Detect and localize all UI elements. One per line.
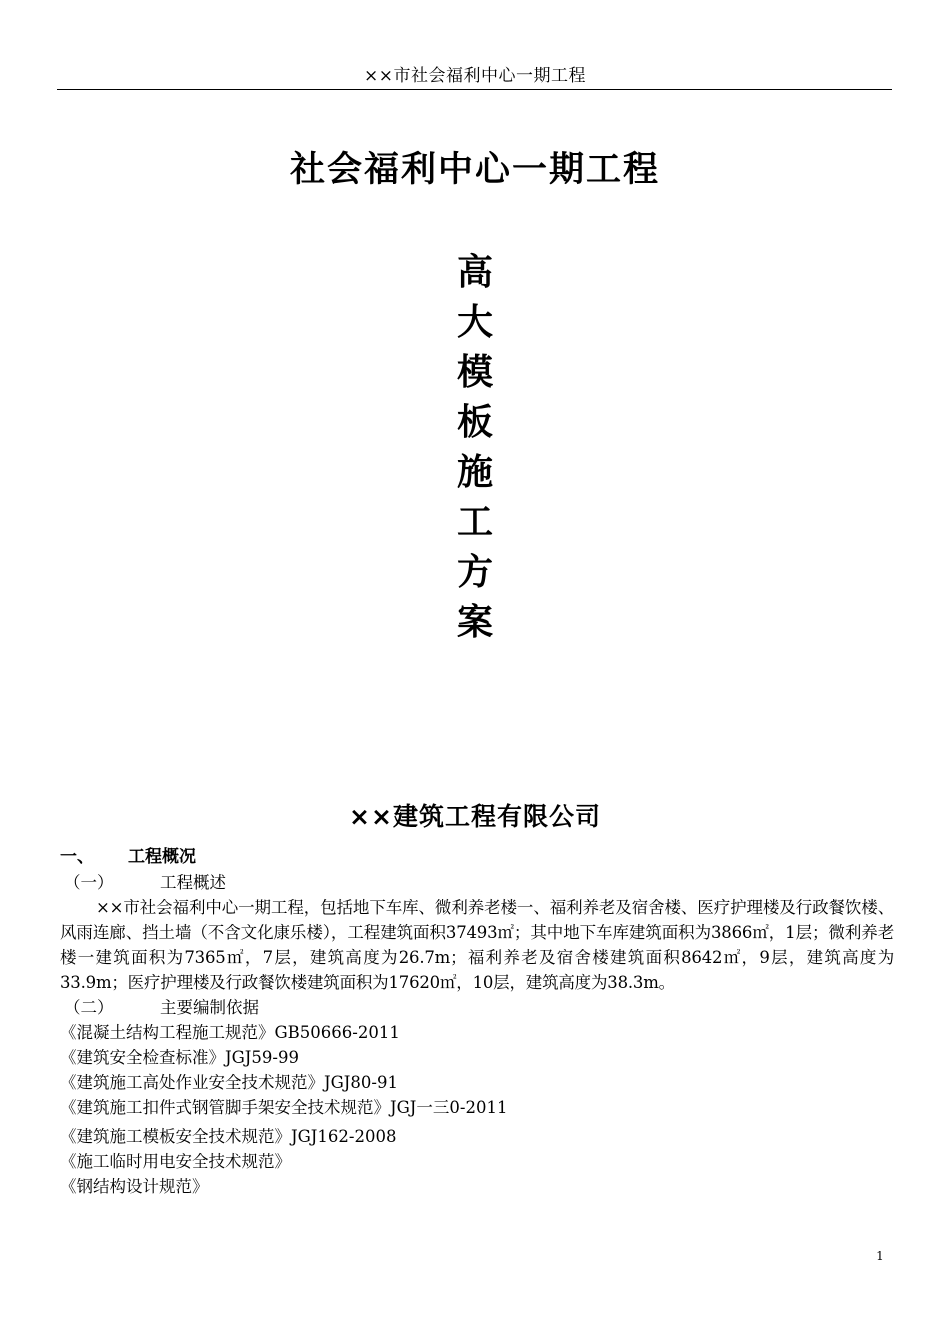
overview-paragraph: ××市社会福利中心一期工程，包括地下车库、微利养老楼一、福利养老及宿舍楼、医疗护理楼及行政餐饮楼、风雨连廊、挡土墙（不含文化康乐楼），工程建筑面积37493㎡；其中地下车库建筑面积为3866㎡，1层；微利养老楼一建筑面积为7365㎡，7层，建筑高度为26.7m；福利养老及宿舍楼建筑面积8642㎡，9层，建筑高度为33.9m；医疗护理楼及行政餐饮楼建筑面积为17620㎡，10层，建筑高度为38.3m。 [60, 898, 894, 992]
subsection-title: 主要编制依据 [160, 998, 259, 1017]
reference-list [60, 1020, 894, 1199]
vertical-title-char: 模 [456, 352, 493, 393]
subsection-number: （一） [64, 873, 114, 892]
company-name: ××建筑工程有限公司 [349, 802, 601, 831]
reference-item: 《建筑施工高处作业安全技术规范》JGJ80-91 [60, 1073, 398, 1092]
reference-item: 《混凝土结构工程施工规范》GB50666-2011 [60, 1023, 400, 1042]
reference-item: 《钢结构设计规范》 [60, 1177, 209, 1196]
reference-item: 《建筑施工扣件式钢管脚手架安全技术规范》JGJ一三0-2011 [60, 1098, 508, 1117]
subsection-number: （二） [64, 998, 114, 1017]
reference-item: 《施工临时用电安全技术规范》 [60, 1152, 291, 1171]
reference-item: 《建筑施工模板安全技术规范》JGJ162-2008 [60, 1127, 397, 1146]
vertical-title-char: 方 [456, 552, 493, 593]
section-heading [60, 844, 894, 870]
main-title: 社会福利中心一期工程 [289, 150, 660, 190]
subsection-title: 工程概述 [160, 873, 226, 892]
page-number: 1 [876, 1249, 884, 1263]
vertical-title-char: 板 [456, 402, 493, 443]
section-number: 一、 [60, 847, 94, 867]
running-header: ××市社会福利中心一期工程 [364, 66, 586, 86]
vertical-title-char: 大 [456, 302, 493, 343]
document-body [60, 844, 894, 1199]
vertical-title-char: 施 [456, 452, 493, 493]
subsection-heading [60, 870, 894, 895]
reference-item: 《建筑安全检查标准》JGJ59-99 [60, 1048, 299, 1067]
vertical-title-char: 工 [456, 502, 493, 543]
header-rule [57, 89, 892, 90]
vertical-title-char: 高 [456, 252, 493, 293]
vertical-title [440, 248, 510, 648]
subsection-heading [60, 995, 894, 1020]
section-title: 工程概况 [128, 847, 196, 867]
vertical-title-char: 案 [456, 602, 493, 643]
